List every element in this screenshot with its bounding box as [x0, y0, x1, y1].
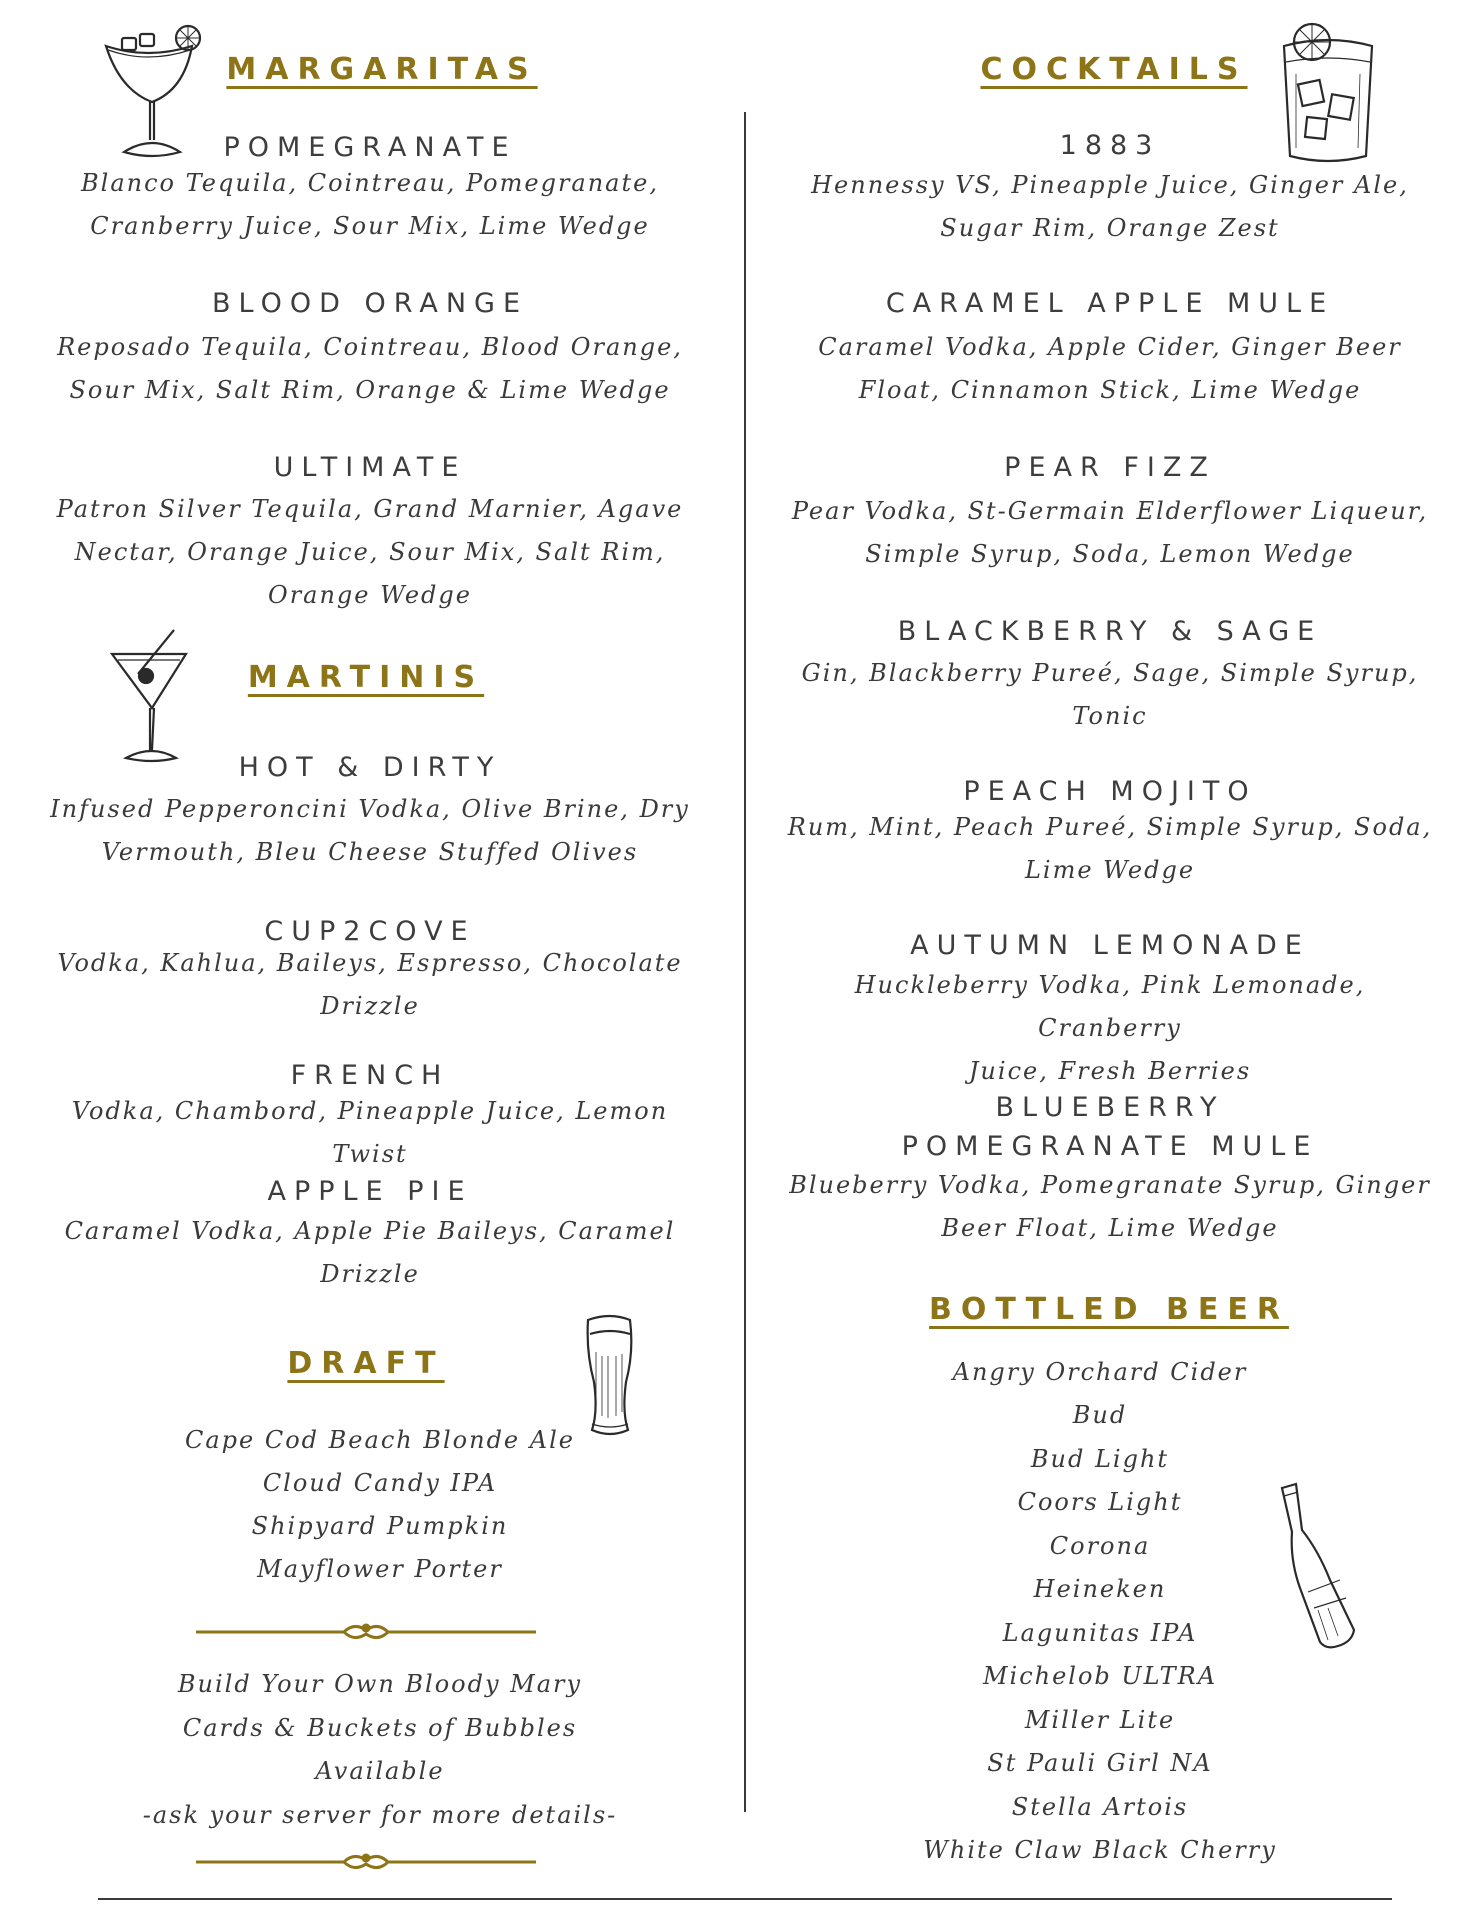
beer-item: Lagunitas IPA [1002, 1619, 1198, 1647]
bottled-beer-heading: BOTTLED BEER [929, 1292, 1289, 1327]
drink-name: CARAMEL APPLE MULE [885, 288, 1335, 319]
drink-description: Huckleberry Vodka, Pink Lemonade, Cranberry Juice, Fresh Berries [854, 971, 1366, 1085]
drink-description: Patron Silver Tequila, Grand Marnier, Agave Nectar, Orange Juice, Sour Mix, Salt Rim, Orange Wedge [56, 495, 684, 609]
drink-description: Vodka, Kahlua, Baileys, Espresso, Chocolate Drizzle [57, 949, 683, 1020]
ornament-divider-icon [194, 1616, 538, 1646]
drink-description: Caramel Vodka, Apple Pie Baileys, Caramel Drizzle [64, 1217, 676, 1288]
note-line: Build Your Own Bloody Mary [177, 1670, 583, 1698]
drink-name: PEAR FIZZ [1004, 452, 1216, 483]
draft-item: Cape Cod Beach Blonde Ale [185, 1426, 575, 1454]
drink-description: Gin, Blackberry Pureé, Sage, Simple Syrup, Tonic [801, 659, 1419, 730]
beer-glass-icon [582, 1312, 638, 1440]
beer-item: Coors Light [1017, 1488, 1183, 1516]
drink-name: CUP2COVE [264, 916, 476, 947]
bottom-rule [98, 1898, 1392, 1900]
drink-name: BLOOD ORANGE [211, 288, 529, 319]
drink-name: AUTUMN LEMONADE [910, 930, 1310, 961]
drink-name: BLUEBERRY [995, 1092, 1225, 1123]
margaritas-heading: MARGARITAS [226, 52, 538, 87]
beer-item: Bud Light [1030, 1445, 1170, 1473]
beer-item: Angry Orchard Cider [952, 1358, 1248, 1386]
cocktails-heading: COCKTAILS [980, 52, 1248, 87]
beer-item: Stella Artois [1011, 1793, 1189, 1821]
drink-description: Reposado Tequila, Cointreau, Blood Orange, Sour Mix, Salt Rim, Orange & Lime Wedge [57, 333, 683, 404]
note-line: -ask your server for more details- [142, 1801, 618, 1829]
drink-description: Blanco Tequila, Cointreau, Pomegranate, Cranberry Juice, Sour Mix, Lime Wedge [81, 169, 659, 240]
draft-item: Mayflower Porter [257, 1555, 503, 1583]
drink-description: Pear Vodka, St-Germain Elderflower Liqueur, Simple Syrup, Soda, Lemon Wedge [791, 497, 1429, 568]
drink-description: Caramel Vodka, Apple Cider, Ginger Beer Float, Cinnamon Stick, Lime Wedge [818, 333, 1402, 404]
beer-item: White Claw Black Cherry [923, 1836, 1277, 1864]
beer-item: Corona [1049, 1532, 1151, 1560]
martini-glass-icon [108, 628, 190, 768]
drink-name: PEACH MOJITO [963, 776, 1257, 807]
drink-name: POMEGRANATE MULE [901, 1131, 1319, 1162]
ornament-divider-icon [194, 1846, 538, 1876]
drink-name: FRENCH [290, 1060, 450, 1091]
drink-description: Infused Pepperoncini Vodka, Olive Brine, Dry Vermouth, Bleu Cheese Stuffed Olives [50, 795, 690, 866]
drink-description: Vodka, Chambord, Pineapple Juice, Lemon Twist [71, 1097, 669, 1168]
drink-name: APPLE PIE [267, 1176, 473, 1207]
note-line: Available [315, 1757, 445, 1785]
draft-heading: DRAFT [287, 1346, 445, 1381]
beer-item: Michelob ULTRA [982, 1662, 1218, 1690]
drink-description: Blueberry Vodka, Pomegranate Syrup, Ginger Beer Float, Lime Wedge [789, 1171, 1431, 1242]
drink-name: HOT & DIRTY [238, 752, 502, 783]
drink-description: Hennessy VS, Pineapple Juice, Ginger Ale, Sugar Rim, Orange Zest [811, 171, 1409, 242]
beer-item: St Pauli Girl NA [987, 1749, 1213, 1777]
draft-item: Cloud Candy IPA [262, 1469, 498, 1497]
column-divider [744, 112, 746, 1812]
draft-item: Shipyard Pumpkin [251, 1512, 509, 1540]
drink-description: Rum, Mint, Peach Pureé, Simple Syrup, Soda, Lime Wedge [787, 813, 1433, 884]
note-line: Cards & Buckets of Bubbles [182, 1714, 578, 1742]
drink-name: BLACKBERRY & SAGE [897, 616, 1323, 647]
beer-item: Heineken [1033, 1575, 1167, 1603]
drink-name: ULTIMATE [273, 452, 467, 483]
martinis-heading: MARTINIS [247, 660, 485, 695]
beer-item: Bud [1072, 1401, 1128, 1429]
drink-name: 1883 [1059, 130, 1161, 161]
drink-name: POMEGRANATE [223, 132, 517, 163]
beer-item: Miller Lite [1024, 1706, 1176, 1734]
